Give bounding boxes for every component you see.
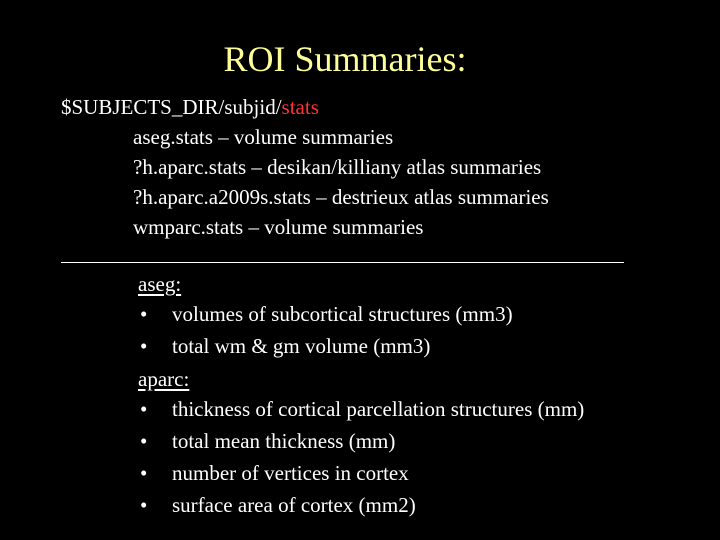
bullet-icon: • — [140, 397, 148, 421]
aparc-item-text: thickness of cortical parcellation structures (mm) — [172, 397, 585, 421]
stats-file-item: wmparc.stats – volume summaries — [133, 215, 424, 239]
aseg-heading: aseg: — [138, 272, 182, 296]
stats-file-item: aseg.stats – volume summaries — [133, 125, 394, 149]
aparc-item — [140, 393, 584, 425]
aparc-heading: aparc: — [138, 367, 190, 391]
path-highlight: stats — [281, 95, 319, 119]
aparc-item — [140, 425, 584, 457]
bullet-icon: • — [140, 493, 148, 517]
aseg-item — [140, 330, 513, 362]
stats-file-list — [133, 122, 549, 242]
bullet-icon: • — [140, 461, 148, 485]
aparc-item-text: surface area of cortex (mm2) — [172, 493, 416, 517]
stats-file-item: ?h.aparc.a2009s.stats – destrieux atlas summaries — [133, 185, 549, 209]
bullet-icon: • — [140, 334, 148, 358]
aparc-item — [140, 489, 584, 521]
aparc-item-text: total mean thickness (mm) — [172, 429, 396, 453]
aseg-list — [140, 298, 513, 362]
aparc-item — [140, 457, 584, 489]
bullet-icon: • — [140, 429, 148, 453]
divider-line — [61, 262, 624, 263]
aseg-item — [140, 298, 513, 330]
path-prefix: $SUBJECTS_DIR/subjid/ — [61, 95, 282, 119]
aparc-item-text: number of vertices in cortex — [172, 461, 409, 485]
aseg-item-text: total wm & gm volume (mm3) — [172, 334, 431, 358]
bullet-icon: • — [140, 302, 148, 326]
aparc-list — [140, 393, 584, 521]
stats-file-item: ?h.aparc.stats – desikan/killiany atlas summaries — [133, 155, 542, 179]
aseg-item-text: volumes of subcortical structures (mm3) — [172, 302, 513, 326]
slide-title: ROI Summaries: — [223, 39, 467, 79]
stats-path — [61, 94, 319, 120]
